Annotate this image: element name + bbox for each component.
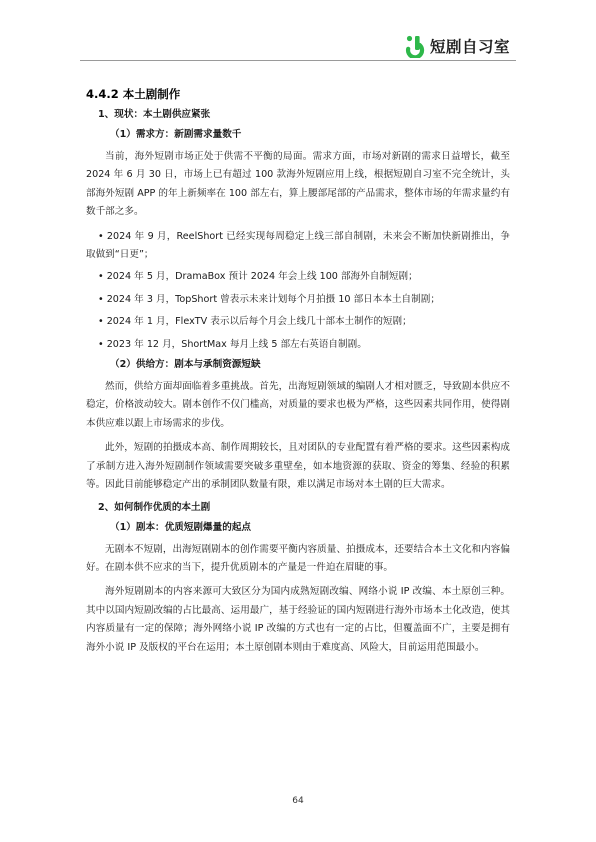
brand-logo-text: 短剧自习室: [429, 38, 510, 56]
bullet-item: • 2024 年 3 月，TopShort 曾表示未来计划每个月拍摄 10 部日本本土自制剧；: [98, 293, 440, 305]
script-paragraph: 海外短剧剧本的内容来源可大致区分为国内成熟短剧改编、网络小说 IP 改编、本土原创三种。其中以国内短剧改编的占比最高、运用最广，基于经验证的国内短剧进行海外市场本土化改造，使其内容质量有一定的保障；海外网络小说 IP 改编的方式也有一定的占比，但覆盖面不广，主要是拥有海外小说 IP 及版权的平台在运用；本土原创剧本则由于难度高、风险大，目前运用范围最小。: [86, 586, 510, 653]
supply-heading: （2）供给方：剧本与承制资源短缺: [110, 359, 261, 371]
page-content: [86, 86, 510, 663]
script-paragraph: 无剧本不短剧，出海短剧剧本的创作需要平衡内容质量、拍摄成本，还要结合本土文化和内容偏好。在剧本供不应求的当下，提升优质剧本的产量是一件迫在眉睫的事。: [86, 543, 510, 573]
page-number: 64: [292, 796, 304, 806]
section-title: 4.4.2 本土剧制作: [86, 87, 181, 101]
brand-logo-icon: [403, 34, 427, 58]
page-header: [0, 0, 596, 62]
demand-heading: （1）需求方：新剧需求量数千: [110, 129, 242, 140]
supply-paragraph: 此外，短剧的拍摄成本高、制作周期较长，且对团队的专业配置有着严格的要求。这些因素构成了承制方进入海外短剧制作领域需要突破多重壁垒，如本地资源的获取、资金的筹集、经验的积累等。因此目前能够稳定产出的承制团队数量有限，难以满足市场对本土剧的巨大需求。: [86, 442, 510, 491]
bullet-item: • 2024 年 9 月，ReelShort 已经实现每周稳定上线三部自制剧，未来会不断加快新剧推出，争取做到“日更”；: [86, 230, 510, 261]
bullet-item: • 2024 年 5 月，DramaBox 预计 2024 年会上线 100 部海外自制短剧；: [98, 271, 418, 283]
demand-bullet-list: [86, 228, 510, 354]
demand-paragraph: 当前，海外短剧市场正处于供需不平衡的局面。需求方面，市场对新剧的需求日益增长，截至 2024 年 6 月 30 日，市场上已有超过 100 款海外短剧应用上线，根据短剧自习室不完全统计，头部海外短剧 APP 的年上新频率在 100 部左右，算上腰部尾部的产品需求，整体市场的年需求量约有数千部之多。: [86, 151, 510, 218]
subsection-heading-how-to: 2、如何制作优质的本土剧: [98, 501, 211, 513]
bullet-item: • 2023 年 12 月，ShortMax 每月上线 5 部左右英语自制剧。: [98, 338, 367, 350]
script-heading: （1）剧本：优质短剧爆量的起点: [110, 521, 251, 533]
header-divider: [80, 60, 516, 61]
supply-paragraph: 然而，供给方面却面临着多重挑战。首先，出海短剧领域的编剧人才相对匮乏，导致剧本供应不稳定，价格波动较大。剧本创作不仅门槛高，对质量的要求也极为严格，这些因素共同作用，使得剧本供应难以跟上市场需求的步伐。: [86, 381, 510, 429]
subsection-heading-status: 1、现状：本土剧供应紧张: [98, 109, 211, 120]
brand-logo: [403, 34, 510, 58]
bullet-item: • 2024 年 1 月，FlexTV 表示以后每个月会上线几十部本土制作的短剧；: [98, 316, 412, 328]
